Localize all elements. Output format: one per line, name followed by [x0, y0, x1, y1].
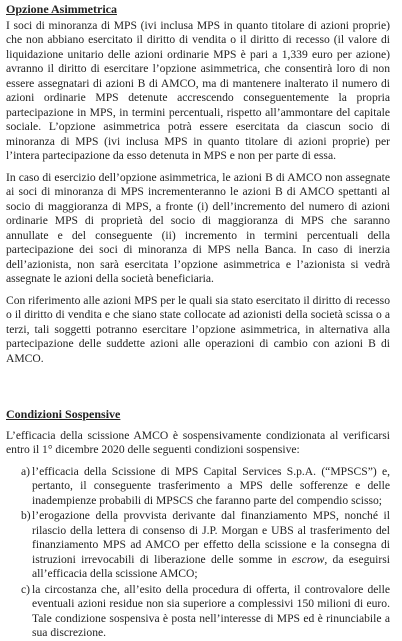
- list-marker: a): [21, 464, 31, 478]
- list-item-text-before: l’erogazione della provvista derivante dal finanziamento MPS, nonché il rilascio della lettera di consenso di J.P. Morgan e UBS al trasferimento del finanziamento MPS ad AMCO per effetto della scissione e la consegna di istruzioni irrevocabili di liberazione delle somme in: [32, 509, 390, 566]
- list-item-text: [32, 509, 390, 582]
- list-item-text-italic: escrow: [291, 552, 325, 566]
- list-item-text: la circostanza che, all’esito della procedura di offerta, il controvalore delle eventuali azioni residue non sia superiore a complessivi 150 milioni di euro. Tale condizione sospensiva è posta nell’interesse di MPS ed è rinunciabile a sua discrezione.: [32, 582, 390, 639]
- list-item: [6, 583, 390, 641]
- paragraph-2: In caso di esercizio dell’opzione asimmetrica, le azioni B di AMCO non assegnate ai soci di minoranza di MPS incrementeranno le azioni B di AMCO spettanti al socio di maggioranza di MPS, a fronte (i) dell’incremento del numero di azioni ordinarie MPS di proprietà del socio di maggioranza di MPS che saranno annullate e del conseguente (ii) incremento in termini percentuali della partecipazione dei soci di minoranza di MPS nella Banca. In caso di inerzia dell’azionista, non sarà esercitata l’opzione asimmetrica e l’azionista si vedrà assegnate le azioni della società beneficiaria.: [6, 170, 390, 285]
- conditions-list: [6, 465, 390, 641]
- list-item-text: l’efficacia della Scissione di MPS Capital Services S.p.A. (“MPSCS”) e, pertanto, il conseguente trasferimento a MPS delle sofferenze e delle inadempienze probabili di MPSCS che faranno parte del compendio scisso;: [32, 464, 390, 507]
- section-heading-condizioni-sospensive: Condizioni Sospensive: [6, 407, 121, 421]
- list-item: [6, 465, 390, 509]
- paragraph-3: Con riferimento alle azioni MPS per le quali sia stato esercitato il diritto di recesso o il diritto di vendita e che siano state collocate ad azionisti della società scissa o a terzi, tali soggetti potranno esercitare l’opzione asimmetrica, in alternativa alla partecipazione delle suddette azioni alle operazioni di cambio con azioni B di AMCO.: [6, 293, 390, 365]
- list-marker: c): [21, 582, 31, 596]
- section-heading-opzione-asimmetrica: Opzione Asimmetrica: [6, 2, 117, 16]
- list-item-text-after: , da eseguirsi all’efficacia della scissione AMCO;: [32, 552, 390, 580]
- list-marker: b): [21, 509, 31, 522]
- paragraph-1: I soci di minoranza di MPS (ivi inclusa MPS in quanto titolare di azioni proprie) che non abbiano esercitato il diritto di vendita o il diritto di recesso (il valore di liquidazione unitario delle azioni ordinarie MPS è pari a 1,339 euro per azione) avranno il diritto di esercitare l’opzione asimmetrica, che consentirà loro di non essere assegnatari di azioni B di AMCO, ma di mantenere inalterato il numero di azioni ordinarie MPS detenute accrescendo conseguentemente la propria partecipazione in MPS, in termini percentuali, rispetto all’ammontare del capitale sociale. L’opzione asimmetrica potrà essere esercitata da ciascun socio di minoranza di MPS (ivi inclusa MPS in quanto titolare di azioni proprie) per l’intera partecipazione da esso detenuta in MPS e non per parte di essa.: [6, 18, 390, 162]
- conditions-intro: L’efficacia della scissione AMCO è sospensivamente condizionata al verificarsi entro il 1° dicembre 2020 delle seguenti condizioni sospensive:: [6, 428, 390, 456]
- list-item: [6, 509, 390, 582]
